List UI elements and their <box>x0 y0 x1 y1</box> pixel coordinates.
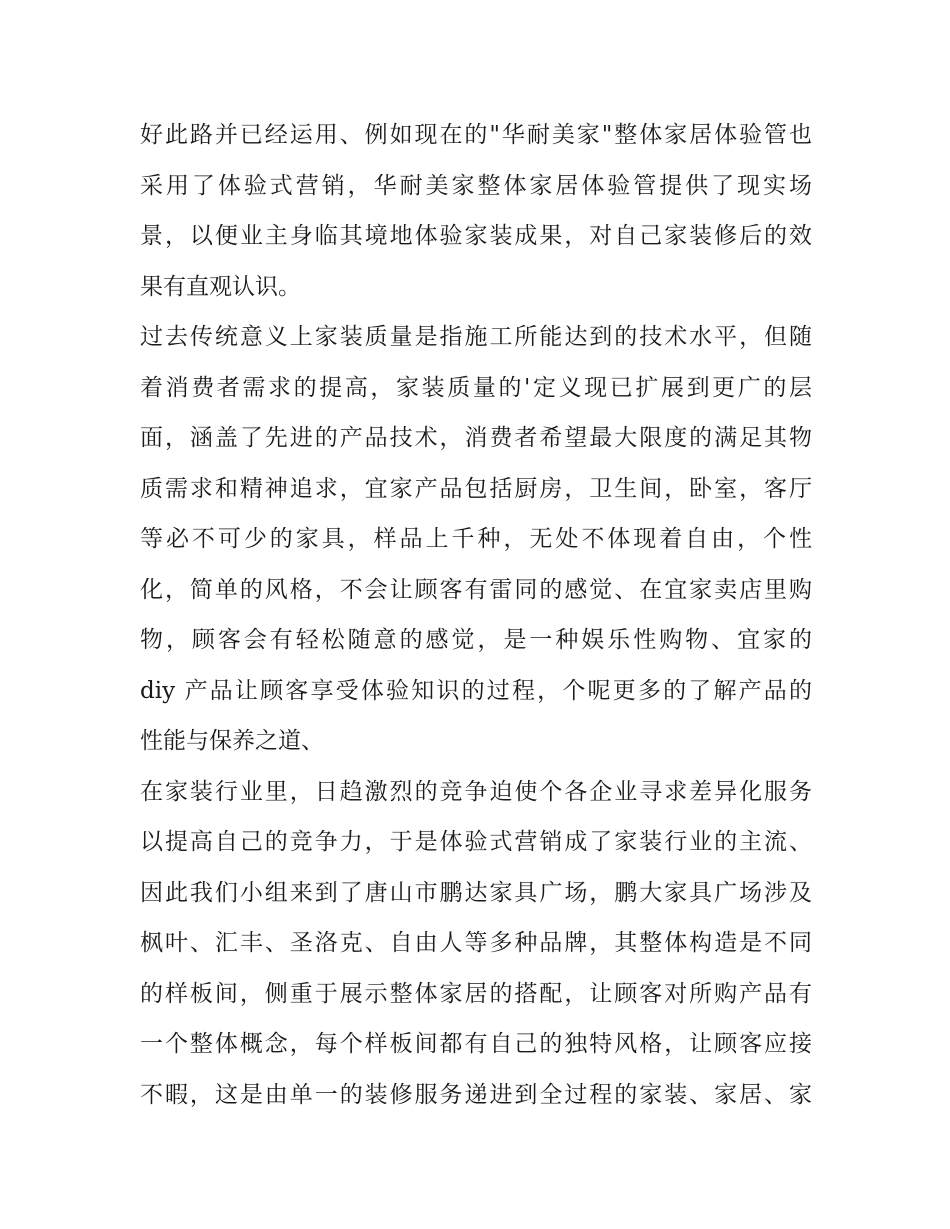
text-line: 等必不可少的家具，样品上千种，无处不体现着自由，个性 <box>140 526 812 552</box>
text-line: 过去传统意义上家装质量是指施工所能达到的技术水平，但随 <box>140 324 812 350</box>
text-line: 一个整体概念，每个样板间都有自己的独特风格，让顾客应接 <box>140 1031 812 1057</box>
text-line: diy 产品让顾客享受体验知识的过程，个呢更多的了解产品的 <box>140 677 812 704</box>
text-line: 以提高自己的竞争力，于是体验式营销成了家装行业的主流、 <box>140 829 812 855</box>
text-line: 采用了体验式营销，华耐美家整体家居体验管提供了现实场 <box>140 172 812 199</box>
text-line: 的样板间，侧重于展示整体家居的搭配，让顾客对所购产品有 <box>140 980 812 1007</box>
text-line: 面，涵盖了先进的产品技术，消费者希望最大限度的满足其物 <box>140 425 812 451</box>
text-line: 好此路并已经运用、例如现在的"华耐美家"整体家居体验管也 <box>140 122 812 148</box>
text-line: 果有直观认识。 <box>140 273 301 300</box>
paragraph-3 <box>140 767 812 1121</box>
text-line: 不暇，这是由单一的装修服务递进到全过程的家装、家居、家 <box>140 1081 812 1108</box>
text-line: 枫叶、汇丰、圣洛克、自由人等多种品牌，其整体构造是不同 <box>140 930 812 956</box>
text-line: 物，顾客会有轻松随意的感觉，是一种娱乐性购物、宜家的 <box>140 627 812 653</box>
document-body <box>140 110 812 1120</box>
text-line: 化，简单的风格，不会让顾客有雷同的感觉、在宜家卖店里购 <box>140 576 812 603</box>
paragraph-2 <box>140 312 812 767</box>
text-line: 着消费者需求的提高，家装质量的'定义现已扩展到更广的层 <box>140 374 812 401</box>
text-line: 在家装行业里，日趋激烈的竞争迫使个各企业寻求差异化服务 <box>140 778 812 805</box>
text-line: 性能与保养之道、 <box>140 728 324 754</box>
text-line: 质需求和精神追求，宜家产品包括厨房，卫生间，卧室，客厅 <box>140 475 812 502</box>
text-line: 因此我们小组来到了唐山市鹏达家具广场，鹏大家具广场涉及 <box>140 879 812 906</box>
paragraph-1 <box>140 110 812 312</box>
text-line: 景，以便业主身临其境地体验家装成果，对自己家装修后的效 <box>140 223 812 249</box>
